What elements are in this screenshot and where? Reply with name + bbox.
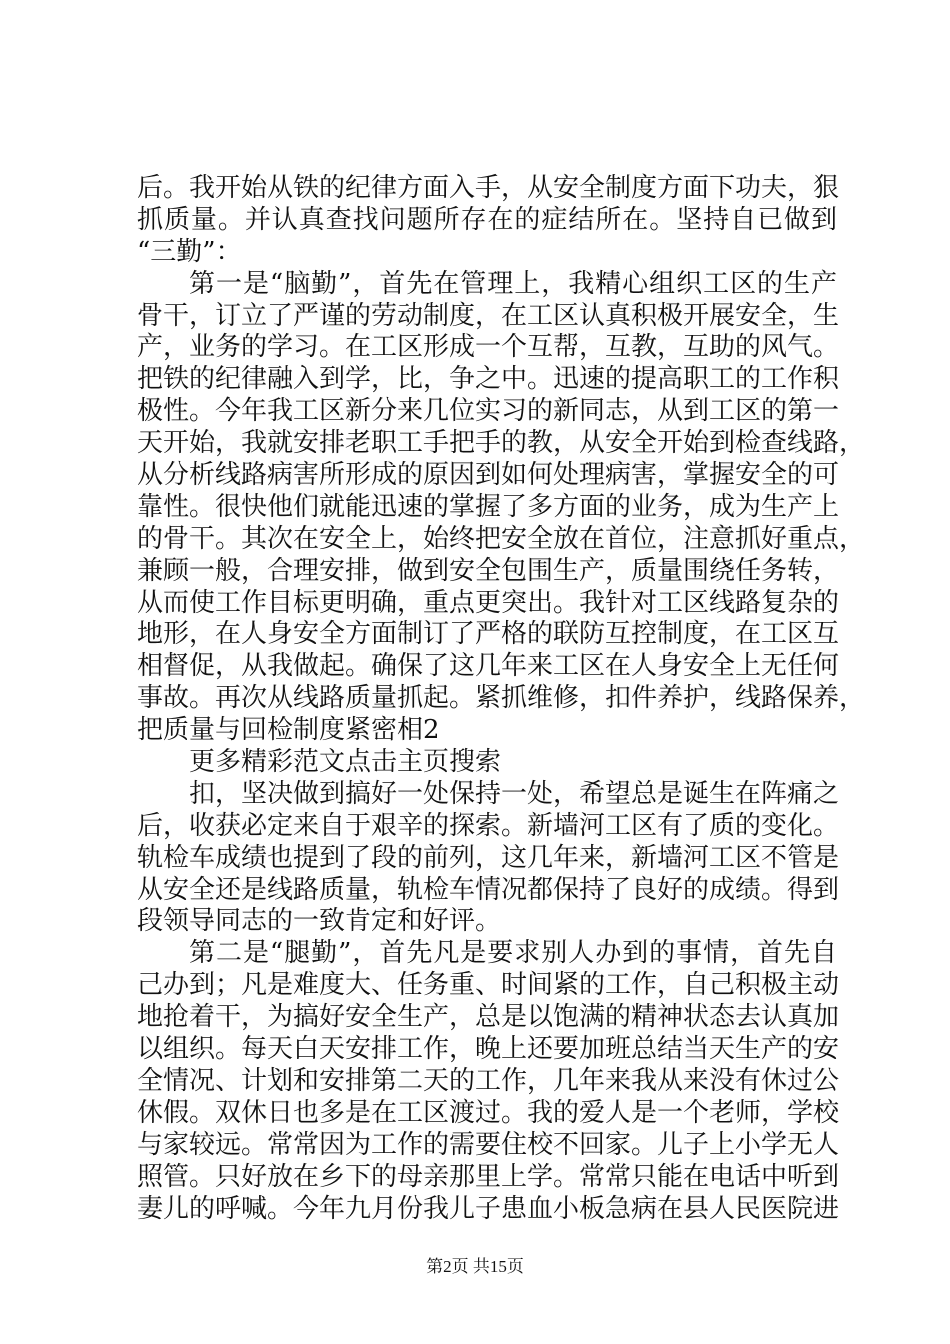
document-body <box>137 173 866 1225</box>
text-line: 把铁的纪律融入到学，比，争之中。迅速的提高职工的工作积 <box>137 364 840 395</box>
text-line: 休假。双休日也多是在工区渡过。我的爱人是一个老师，学校 <box>137 1097 840 1128</box>
text-line: “三勤”： <box>137 236 242 267</box>
text-line: 与家较远。常常因为工作的需要住校不回家。儿子上小学无人 <box>137 1129 840 1160</box>
text-line: 相督促，从我做起。确保了这几年来工区在人身安全上无任何 <box>137 651 840 682</box>
text-line: 以组织。每天白天安排工作，晚上还要加班总结当天生产的安 <box>137 1034 840 1065</box>
promo-line: 更多精彩范文点击主页搜索 <box>189 747 502 778</box>
text-line: 地抢着干，为搞好安全生产，总是以饱满的精神状态去认真加 <box>137 1002 840 1033</box>
text-line: 骨干，订立了严谨的劳动制度，在工区认真积极开展安全，生 <box>137 300 840 331</box>
text-line: 的骨干。其次在安全上，始终把安全放在首位，注意抓好重点， <box>137 523 866 554</box>
text-line: 照管。只好放在乡下的母亲那里上学。常常只能在电话中听到 <box>137 1161 840 1192</box>
text-line: 第一是“脑勤”，首先在管理上，我精心组织工区的生产 <box>189 268 837 299</box>
text-line: 从安全还是线路质量，轨检车情况都保持了良好的成绩。得到 <box>137 874 840 905</box>
text-line: 抓质量。并认真查找问题所存在的症结所在。坚持自已做到 <box>137 204 837 235</box>
text-line: 产，业务的学习。在工区形成一个互帮，互教，互助的风气。 <box>137 332 840 363</box>
page-number-footer: 第2页 共15页 <box>426 1257 524 1276</box>
text-line: 从而使工作目标更明确，重点更突出。我针对工区线路复杂的 <box>137 587 840 618</box>
text-line: 事故。再次从线路质量抓起。紧抓维修，扣件养护，线路保养， <box>137 683 866 714</box>
text-line: 地形，在人身安全方面制订了严格的联防互控制度，在工区互 <box>137 619 840 650</box>
text-line: 从分析线路病害所形成的原因到如何处理病害，掌握安全的可 <box>137 460 840 491</box>
text-line: 轨检车成绩也提到了段的前列，这几年来，新墙河工区不管是 <box>137 842 840 873</box>
text-line: 段领导同志的一致肯定和好评。 <box>137 906 502 937</box>
text-line: 兼顾一般，合理安排，做到安全包围生产，质量围绕任务转， <box>137 555 840 586</box>
text-line: 扣，坚决做到搞好一处保持一处，希望总是诞生在阵痛之 <box>189 778 840 809</box>
text-line: 妻儿的呼喊。今年九月份我儿子患血小板急病在县人民医院进 <box>137 1193 840 1224</box>
text-line: 靠性。很快他们就能迅速的掌握了多方面的业务，成为生产上 <box>137 491 840 522</box>
text-line: 后。我开始从铁的纪律方面入手，从安全制度方面下功夫，狠 <box>137 173 840 203</box>
text-line: 第二是“腿勤”，首先凡是要求别人办到的事情，首先自 <box>189 938 837 969</box>
text-line: 把质量与回检制度紧密相2 <box>137 715 440 746</box>
text-line: 全情况、计划和安排第二天的工作，几年来我从来没有休过公 <box>137 1065 840 1096</box>
text-line: 己办到；凡是难度大、任务重、时间紧的工作，自己积极主动 <box>137 970 840 1001</box>
text-line: 天开始，我就安排老职工手把手的教，从安全开始到检查线路， <box>137 428 866 459</box>
text-line: 极性。今年我工区新分来几位实习的新同志，从到工区的第一 <box>137 396 840 427</box>
text-line: 后，收获必定来自于艰辛的探索。新墙河工区有了质的变化。 <box>137 810 840 841</box>
